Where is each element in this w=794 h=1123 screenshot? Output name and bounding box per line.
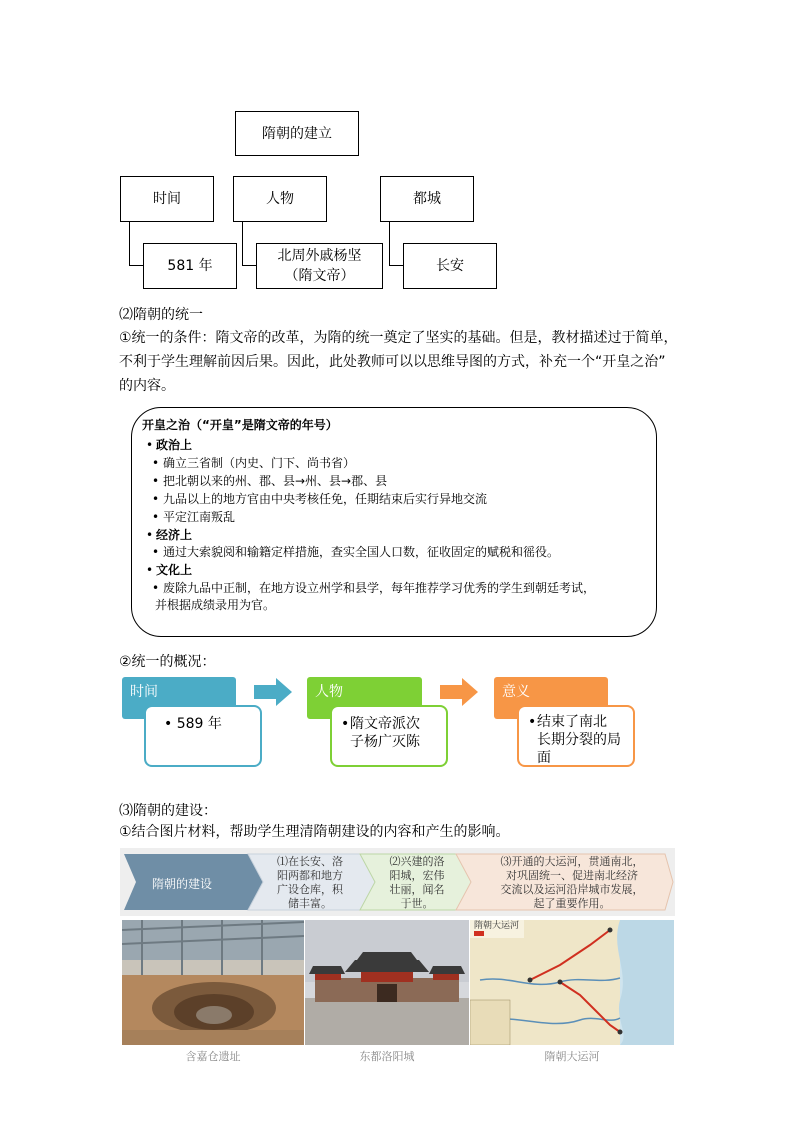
flow-body-text: 结束了南北 — [537, 714, 607, 730]
bullet-icon: • — [152, 456, 160, 470]
kaihuang-item: 并根据成绩录用为官。 — [155, 598, 276, 612]
flow-body-text: 隋文帝派次 — [350, 716, 420, 732]
diagram-detail-capital — [403, 243, 497, 289]
paragraph-line: ①统一的条件：隋文帝的改革，为隋的统一奠定了坚实的基础。但是，教材描述过于简单， — [119, 330, 678, 346]
arrow-right-icon — [254, 678, 292, 706]
diagram-connector — [242, 222, 257, 266]
flow-head-label: 人物 — [315, 684, 343, 700]
construction-text: 于世。 — [400, 897, 434, 910]
flow-body-text: 子杨广灭陈 — [350, 734, 420, 750]
flow-head-label: 时间 — [130, 684, 158, 700]
flow-body-text: 长期分裂的局 — [537, 732, 621, 748]
diagram-detail-time — [143, 243, 237, 289]
kaihuang-category: 文化上 — [156, 563, 193, 577]
kaihuang-item: 通过大索貌阅和输籍定样措施，查实全国人口数，征收固定的赋税和徭役。 — [163, 545, 560, 559]
kaihuang-category: 政治上 — [156, 438, 193, 452]
diagram-connector — [164, 156, 165, 176]
bullet-icon: • — [146, 563, 154, 577]
construction-text: 阳城，宏伟 — [389, 869, 445, 882]
construction-text: ⑴在长安、洛 — [277, 855, 343, 868]
construction-item-2 — [373, 855, 461, 911]
diagram-branch-person — [233, 176, 327, 222]
diagram-connector — [389, 222, 404, 266]
granary-site-photo — [122, 920, 304, 1045]
diagram-root-label: 隋朝的建立 — [262, 125, 332, 142]
section-heading: ②统一的概况： — [119, 654, 216, 670]
flow-body-significance — [517, 705, 635, 767]
diagram-branch-time — [120, 176, 214, 222]
bullet-icon: • — [152, 581, 160, 595]
kaihuang-category: 经济上 — [156, 528, 193, 542]
kaihuang-item: 平定江南叛乱 — [163, 510, 236, 524]
bullet-icon: • — [528, 714, 537, 730]
diagram-root-box — [235, 111, 359, 156]
construction-item-1 — [260, 855, 360, 911]
arrow-right-icon — [440, 678, 478, 706]
construction-text: 交流以及运河沿岸城市发展， — [500, 883, 644, 896]
kaihuang-item: 废除九品中正制，在地方设立州学和县学，每年推荐学习优秀的学生到朝廷考试， — [163, 581, 596, 595]
construction-text: 阳两都和地方 — [277, 869, 343, 882]
diagram-branch-label: 时间 — [153, 191, 181, 207]
construction-text: 对巩固统一、促进南北经济 — [506, 869, 638, 882]
paragraph-line: ①结合图片材料，帮助学生理清隋朝建设的内容和产生的影响。 — [119, 824, 510, 840]
diagram-detail-text: 北周外戚杨坚 — [277, 248, 362, 264]
section-heading: ⑵隋朝的统一 — [119, 307, 203, 323]
bullet-icon: • — [152, 474, 160, 488]
paragraph-line: 的内容。 — [119, 378, 175, 394]
construction-text: ⑶开通的大运河，贯通南北， — [500, 855, 644, 868]
photo-caption: 隋朝大运河 — [544, 1050, 600, 1063]
diagram-detail-text: （隋文帝） — [284, 268, 355, 284]
diagram-detail-text: 长安 — [436, 258, 464, 274]
construction-text: 储丰富。 — [288, 897, 332, 910]
photo-caption: 含嘉仓遗址 — [185, 1050, 241, 1063]
construction-text: ⑵兴建的洛 — [389, 855, 445, 868]
construction-text: 广设仓库，积 — [277, 883, 343, 896]
bullet-icon: • — [164, 716, 177, 732]
photo-caption: 东都洛阳城 — [359, 1050, 415, 1063]
diagram-detail-person — [256, 243, 383, 289]
construction-item-3 — [474, 855, 670, 911]
paragraph-line: 不利于学生理解前因后果。因此，此处教师可以以思维导图的方式，补充一个“开皇之治” — [119, 354, 666, 370]
bullet-icon: • — [152, 510, 160, 524]
bullet-icon: • — [152, 492, 160, 506]
flow-body-person — [330, 705, 448, 767]
luoyang-gate-photo — [305, 920, 469, 1045]
kaihuang-item: 九品以上的地方官由中央考核任免，任期结束后实行异地交流 — [163, 492, 488, 506]
bullet-icon: • — [146, 438, 154, 452]
section-heading: ⑶隋朝的建设： — [119, 803, 217, 819]
grand-canal-map — [470, 920, 674, 1045]
bullet-icon: • — [341, 716, 350, 732]
bullet-icon: • — [152, 545, 160, 559]
diagram-branch-capital — [380, 176, 474, 222]
construction-text: 壮丽，闻名 — [389, 883, 445, 896]
bullet-icon: • — [146, 528, 154, 542]
diagram-connector — [129, 222, 144, 266]
construction-label: 隋朝的建设 — [152, 877, 213, 891]
diagram-branch-label: 人物 — [266, 191, 294, 207]
flow-head-label: 意义 — [502, 684, 530, 700]
flow-body-text: 面 — [537, 750, 551, 766]
flow-body-text: 589 年 — [176, 716, 222, 732]
diagram-branch-label: 都城 — [413, 191, 441, 207]
diagram-detail-text: 581 年 — [167, 258, 213, 274]
map-title: 隋朝大运河 — [474, 921, 520, 931]
kaihuang-item: 把北朝以来的州、郡、县→州、县→郡、县 — [163, 474, 388, 488]
construction-text: 起了重要作用。 — [533, 897, 611, 910]
kaihuang-title: 开皇之治（“开皇”是隋文帝的年号） — [142, 418, 338, 432]
kaihuang-item: 确立三省制（内史、门下、尚书省） — [163, 456, 356, 470]
flow-body-time — [144, 705, 262, 767]
